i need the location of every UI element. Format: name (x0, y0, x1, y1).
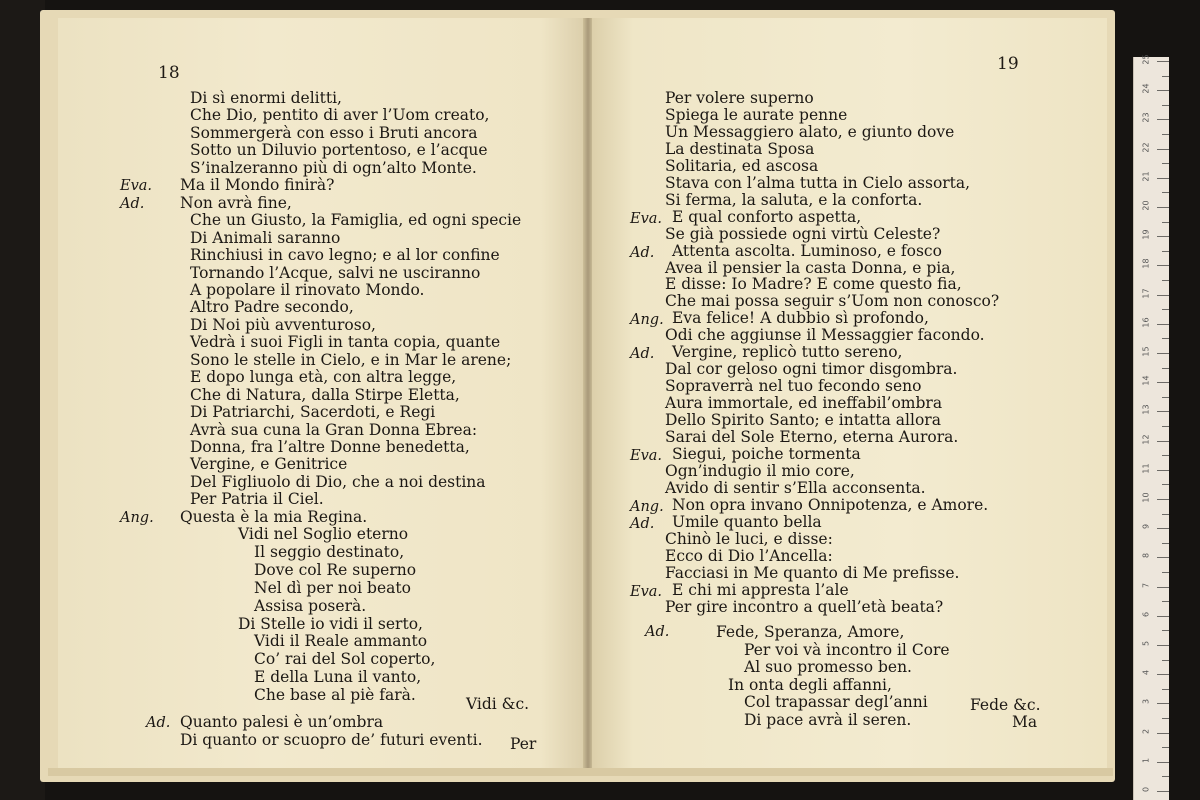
page-bottom-edge (48, 768, 1113, 776)
ruler-tick (1157, 674, 1169, 675)
text-line: Odi che aggiunse il Messaggier facondo. (665, 326, 985, 345)
ruler-tick (1162, 689, 1169, 690)
aria-line: Assisa poserà. (254, 596, 367, 615)
ruler-number: 21 (1141, 171, 1151, 182)
ruler-tick (1162, 134, 1169, 135)
ruler-tick (1157, 587, 1169, 588)
ruler-tick (1157, 295, 1169, 296)
ruler-number: 19 (1141, 229, 1151, 240)
aria-line: Co’ rai del Sol coperto, (254, 650, 436, 669)
ruler-tick (1157, 265, 1169, 266)
speaker-label: Ad. (120, 195, 145, 212)
ruler-tick (1157, 382, 1169, 383)
text-line: Ogn’indugio il mio core, (665, 461, 855, 480)
text-line: A popolare il rinovato Mondo. (190, 280, 425, 299)
speaker-label: Eva. (630, 210, 663, 227)
text-line: Non opra invano Onnipotenza, e Amore. (672, 495, 989, 514)
text-line: Questa è la mia Regina. (180, 507, 368, 526)
text-line: Solitaria, ed ascosa (665, 156, 819, 175)
ruler-tick (1157, 528, 1169, 529)
text-line: Del Figliuolo di Dio, che a noi destina (190, 472, 486, 491)
ruler-number: 4 (1141, 670, 1151, 676)
text-line: Vergine, replicò tutto sereno, (672, 343, 903, 362)
text-line: Sarai del Sole Eterno, eterna Aurora. (665, 428, 959, 446)
text-line: Aura immortale, ed ineffabil’ombra (665, 394, 943, 413)
text-line: Eva felice! A dubbio sì profondo, (672, 309, 929, 328)
catchword-left: Per (510, 735, 537, 753)
text-line: Siegui, poiche tormenta (672, 444, 861, 463)
aria-line: Dove col Re superno (254, 560, 417, 579)
ruler-tick (1157, 791, 1169, 792)
text-line: E qual conforto aspetta, (672, 207, 862, 226)
ruler-tick (1157, 441, 1169, 442)
text-line: Si ferma, la saluta, e la conforta. (665, 190, 923, 209)
text-line: Ecco di Dio l’Ancella: (665, 546, 833, 565)
text-line: Chinò le luci, e disse: (665, 529, 833, 548)
text-line: E disse: Io Madre? E come questo fia, (665, 275, 962, 294)
speaker-label: Eva. (120, 178, 153, 195)
ruler-number: 2 (1141, 728, 1151, 734)
aria-line: Al suo promesso ben. (744, 658, 912, 677)
text-line: Sotto un Diluvio portentoso, e l’acque (190, 141, 488, 160)
ruler-tick (1162, 776, 1169, 777)
ruler-tick (1157, 207, 1169, 208)
ruler-tick (1157, 645, 1169, 646)
text-line: Dal cor geloso ogni timor disgombra. (665, 360, 958, 379)
text-line: Tornando l’Acque, salvi ne usciranno (190, 263, 481, 282)
text-line: Se già possiede ogni virtù Celeste? (665, 224, 941, 243)
aria-line: Di pace avrà il seren. (744, 711, 912, 729)
ruler-tick (1162, 455, 1169, 456)
ruler-number: 24 (1141, 83, 1151, 94)
ruler-number: 9 (1141, 524, 1151, 530)
text-line: Che mai possa seguir s’Uom non conosco? (665, 292, 1000, 311)
ruler-tick (1157, 90, 1169, 91)
ruler-number: 5 (1141, 640, 1151, 647)
ruler-tick (1157, 616, 1169, 617)
text-line: Di quanto or scuopro de’ futuri eventi. (180, 731, 483, 749)
text-line: Stava con l’alma tutta in Cielo assorta, (665, 173, 971, 192)
ruler-number: 8 (1141, 553, 1151, 559)
ruler-number: 20 (1141, 200, 1151, 211)
right-page (592, 18, 1107, 768)
text-line: Non avrà fine, (180, 193, 292, 212)
ruler-number: 15 (1141, 346, 1151, 357)
text-line: Altro Padre secondo, (190, 298, 354, 317)
ruler-number: 10 (1141, 492, 1151, 503)
aria-line: Vidi nel Soglio eterno (238, 525, 409, 543)
text-line: Ma il Mondo finirà? (180, 176, 335, 195)
ruler-tick (1162, 309, 1169, 310)
measuring-ruler (1133, 54, 1169, 800)
text-line: Avrà sua cuna la Gran Donna Ebrea: (190, 420, 478, 439)
ruler-tick (1162, 280, 1169, 281)
ruler-tick (1157, 411, 1169, 412)
text-line: Sono le stelle in Cielo, e in Mar le arene; (190, 350, 512, 369)
aria-line: Il seggio destinato, (254, 542, 405, 561)
speaker-label: Ad. (630, 244, 655, 261)
ruler-tick (1162, 660, 1169, 661)
text-line: Spiega le aurate penne (665, 105, 848, 124)
ruler-tick (1162, 105, 1169, 106)
text-line: Quanto palesi è un’ombra (180, 713, 384, 731)
text-line: La destinata Sposa (665, 139, 815, 158)
aria-line: In onta degli affanni, (728, 675, 892, 694)
left-page (58, 18, 584, 768)
ruler-tick (1162, 747, 1169, 748)
ruler-number: 14 (1141, 375, 1151, 386)
ruler-tick (1162, 718, 1169, 719)
text-line: E dopo lunga età, con altra legge, (190, 368, 457, 387)
ruler-tick (1157, 119, 1169, 120)
ruler-tick (1157, 61, 1169, 62)
text-line: Vergine, e Genitrice (190, 455, 348, 474)
ruler-tick (1157, 499, 1169, 500)
aria-line: Col trapassar degl’anni (744, 693, 928, 712)
aria-da-capo-right: Fede &c. (970, 696, 1041, 714)
aria-speaker-right: Ad. (645, 624, 670, 640)
ruler-tick (1157, 149, 1169, 150)
text-line: E chi mi appresta l’ale (672, 580, 849, 599)
catchword-right: Ma (1012, 713, 1038, 731)
text-line: Per gire incontro a quell’età beata? (665, 597, 944, 616)
text-line: Per Patria il Ciel. (190, 490, 324, 509)
text-line: Attenta ascolta. Luminoso, e fosco (672, 241, 942, 260)
aria-line: Fede, Speranza, Amore, (716, 623, 905, 641)
ruler-number: 23 (1141, 112, 1151, 123)
ruler-number: 6 (1141, 611, 1151, 617)
ruler-tick (1157, 353, 1169, 354)
text-line: Sommergerà con esso i Bruti ancora (190, 123, 478, 142)
text-line: S’inalzeranno più di ogn’alto Monte. (190, 158, 477, 177)
ruler-tick (1162, 368, 1169, 369)
text-line: Di Animali saranno (190, 228, 341, 247)
text-line: Avido di sentir s’Ella acconsenta. (665, 478, 926, 497)
page-number-left: 18 (158, 63, 180, 83)
speaker-label: Ad. (630, 346, 655, 363)
speaker-label: Ang. (630, 498, 664, 515)
text-line: Dello Spirito Santo; e intatta allora (665, 411, 941, 430)
aria-line: Nel dì per noi beato (254, 578, 411, 597)
aria-da-capo-left: Vidi &c. (466, 695, 530, 713)
speaker-label: Eva. (630, 583, 663, 600)
ruler-number: 16 (1141, 317, 1151, 328)
ruler-number: 18 (1141, 258, 1151, 269)
ruler-tick (1157, 703, 1169, 704)
aria-line: E della Luna il vanto, (254, 668, 422, 687)
speaker-label: Ang. (120, 509, 154, 526)
ruler-tick (1157, 733, 1169, 734)
text-line: Che un Giusto, la Famiglia, ed ogni specie (190, 211, 522, 230)
ruler-tick (1162, 397, 1169, 398)
text-line: Di Noi più avventuroso, (190, 315, 376, 334)
aria-line: Per voi và incontro il Core (744, 640, 950, 659)
ruler-tick (1162, 630, 1169, 631)
text-line: Avea il pensier la casta Donna, e pia, (665, 258, 956, 277)
text-line: Vedrà i suoi Figli in tanta copia, quante (190, 333, 501, 352)
aria-line: Di Stelle io vidi il serto, (238, 614, 423, 633)
ruler-number: 17 (1141, 288, 1151, 299)
text-line: Umile quanto bella (672, 512, 822, 531)
ruler-number: 13 (1141, 404, 1151, 415)
ruler-tick (1162, 543, 1169, 544)
page-number-right: 19 (997, 54, 1019, 74)
text-line: Per volere superno (665, 89, 814, 107)
ruler-number: 25 (1141, 54, 1151, 65)
aria-line: Che base al piè farà. (254, 686, 416, 705)
text-line: Di Patriarchi, Sacerdoti, e Regi (190, 403, 436, 422)
text-line: Sopraverrà nel tuo fecondo seno (665, 377, 922, 396)
ruler-tick (1162, 601, 1169, 602)
ruler-tick (1162, 76, 1169, 77)
ruler-tick (1162, 251, 1169, 252)
ruler-tick (1162, 514, 1169, 515)
aria-line: Vidi il Reale ammanto (254, 632, 428, 651)
ruler-tick (1157, 762, 1169, 763)
text-line: Facciasi in Me quanto di Me prefisse. (665, 563, 960, 582)
speaker-label: Ad. (630, 515, 655, 532)
text-line: Un Messaggiero alato, e giunto dove (665, 122, 955, 141)
ruler-tick (1162, 572, 1169, 573)
speaker-label: Eva. (630, 447, 663, 464)
ruler-tick (1162, 426, 1169, 427)
ruler-number: 3 (1141, 699, 1151, 705)
ruler-number: 7 (1141, 582, 1151, 588)
text-line: Di sì enormi delitti, (190, 89, 342, 107)
ruler-number: 11 (1141, 463, 1151, 474)
ruler-tick (1162, 484, 1169, 485)
speaker-label: Ang. (630, 312, 664, 329)
ruler-tick (1162, 163, 1169, 164)
ruler-number: 22 (1141, 142, 1151, 153)
text-line: Che di Natura, dalla Stirpe Eletta, (190, 385, 460, 404)
ruler-number: 0 (1141, 786, 1151, 793)
ruler-tick (1157, 236, 1169, 237)
ruler-tick (1162, 222, 1169, 223)
speaker-label: Ad. (146, 715, 171, 731)
background-edge (0, 0, 45, 800)
ruler-number: 1 (1141, 757, 1151, 763)
ruler-tick (1162, 338, 1169, 339)
ruler-tick (1157, 178, 1169, 179)
text-line: Rinchiusi in cavo legno; e al lor confine (190, 246, 500, 265)
ruler-tick (1157, 324, 1169, 325)
text-line: Che Dio, pentito di aver l’Uom creato, (190, 106, 490, 125)
ruler-number: 12 (1141, 434, 1151, 445)
text-line: Donna, fra l’altre Donne benedetta, (190, 438, 470, 456)
ruler-tick (1162, 192, 1169, 193)
ruler-tick (1157, 557, 1169, 558)
ruler-tick (1157, 470, 1169, 471)
